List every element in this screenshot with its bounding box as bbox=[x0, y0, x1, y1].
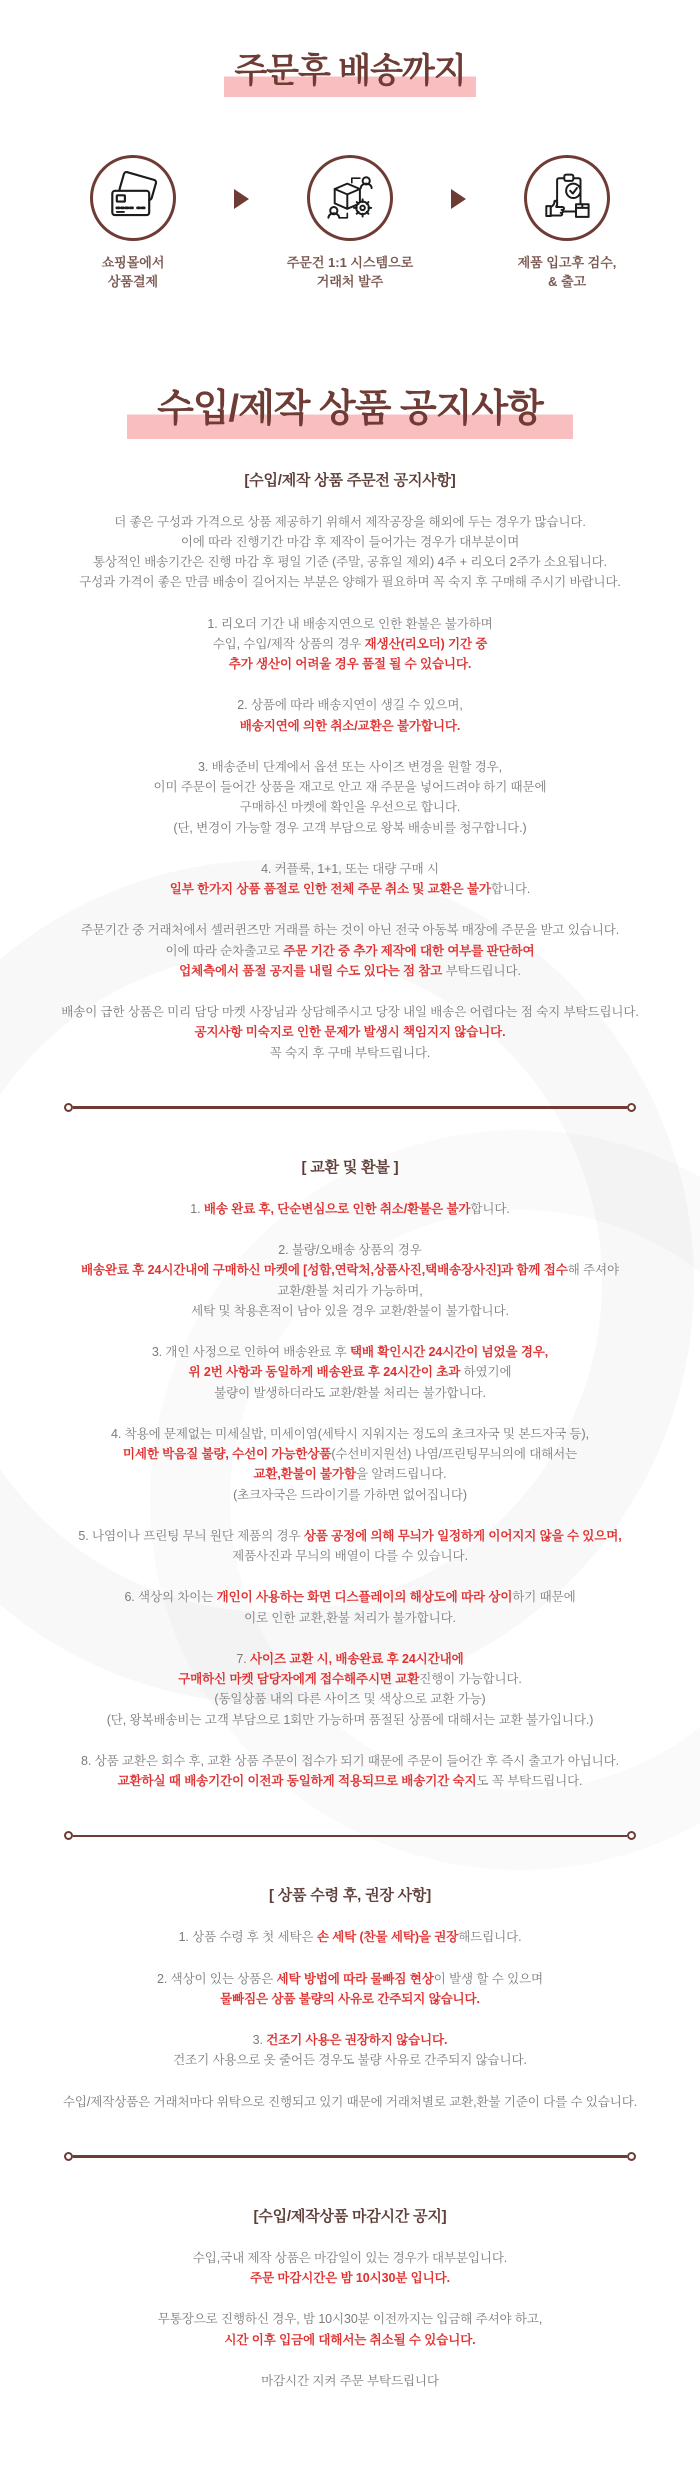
section-divider bbox=[64, 2152, 636, 2161]
notice-paragraph bbox=[30, 1649, 670, 1730]
body-text: 을 알려드립니다. bbox=[355, 1467, 447, 1482]
emphasis-text: 손 세탁 (찬물 세탁)을 권장 bbox=[316, 1930, 459, 1945]
emphasis-text: 택배 확인시간 24시간이 넘었을 경우, bbox=[349, 1345, 549, 1360]
body-text: 건조기 사용으로 옷 줄어든 경우도 불량 사유로 간주되지 않습니다. bbox=[173, 2053, 527, 2068]
emphasis-text: 주문 마감시간은 밤 10시30분 입니다. bbox=[250, 2271, 450, 2286]
step-label bbox=[287, 253, 413, 292]
order-flow-steps bbox=[30, 155, 670, 292]
step-inspection-shipping bbox=[492, 155, 642, 292]
body-text: 3. 배송준비 단계에서 옵션 또는 사이즈 변경을 원할 경우, bbox=[197, 759, 503, 774]
section-header: [수입/제작상품 마감시간 공지] bbox=[253, 2207, 447, 2225]
notice-paragraph bbox=[30, 1424, 670, 1505]
body-text: (단, 변경이 가능할 경우 고객 부담으로 왕복 배송비를 청구합니다.) bbox=[173, 820, 527, 835]
notice-paragraph bbox=[30, 512, 670, 593]
divider-end-dot bbox=[627, 2152, 636, 2161]
notice-paragraph bbox=[30, 2030, 670, 2071]
notice-section bbox=[30, 2205, 670, 2391]
order-system-icon bbox=[323, 171, 377, 225]
body-text: 제품사진과 무늬의 배열이 다를 수 있습니다. bbox=[232, 1549, 468, 1564]
notice-title-text: 수입/제작 상품 공지사항 bbox=[127, 390, 573, 439]
emphasis-text: 배송 완료 후, 단순변심으로 인한 취소/환불은 불가 bbox=[203, 1201, 471, 1216]
divider-end-dot bbox=[64, 2152, 73, 2161]
body-text: 주문기간 중 거래처에서 셀러퀸즈만 거래를 하는 것이 아닌 전국 아동복 매장에 주문을 받고 있습니다. bbox=[80, 923, 620, 938]
divider-line bbox=[73, 1835, 627, 1838]
body-text: 도 꼭 부탁드립니다. bbox=[476, 1774, 583, 1789]
body-text: 교환/환불 처리가 가능하며, bbox=[277, 1283, 423, 1298]
body-text: 2. 색상이 있는 상품은 bbox=[156, 1971, 277, 1986]
body-text: 진행이 가능합니다. bbox=[419, 1672, 522, 1687]
body-text: 2. 상품에 따라 배송지연이 생길 수 있으며, bbox=[237, 698, 463, 713]
body-text: (동일상품 내의 다른 사이즈 및 색상으로 교환 가능) bbox=[214, 1692, 486, 1707]
notice-paragraph bbox=[30, 614, 670, 675]
emphasis-text: 물빠짐은 상품 불량의 사유로 간주되지 않습니다. bbox=[220, 1991, 480, 2006]
emphasis-text: 업체측에서 품절 공지를 내릴 수도 있다는 점 참고 bbox=[179, 963, 443, 978]
emphasis-text: 개인이 사용하는 화면 디스플레이의 해상도에 따라 상이 bbox=[216, 1590, 513, 1605]
body-text: 7. bbox=[236, 1651, 251, 1666]
body-text: 8. 상품 교환은 회수 후, 교환 상품 주문이 접수가 되기 때문에 주문이 들어간 후 즉시 출고가 아닙니다. bbox=[81, 1753, 619, 1768]
step-label-line: 쇼핑몰에서 bbox=[101, 254, 165, 270]
emphasis-text: 공지사항 미숙지로 인한 문제가 발생시 책임지지 않습니다. bbox=[194, 1025, 506, 1040]
step-circle bbox=[307, 155, 393, 241]
divider-end-dot bbox=[627, 1831, 636, 1840]
body-text: 꼭 숙지 후 구매 부탁드립니다. bbox=[269, 1045, 431, 1060]
notice-paragraph bbox=[30, 1751, 670, 1792]
section-divider bbox=[64, 1831, 636, 1840]
section-header: [ 교환 및 환불 ] bbox=[301, 1158, 399, 1176]
notice-paragraph bbox=[30, 1587, 670, 1628]
notice-section bbox=[30, 469, 670, 1063]
step-order-system bbox=[275, 155, 425, 292]
notice-section bbox=[30, 1884, 670, 2112]
body-text: 이 발생 할 수 있으며 bbox=[433, 1971, 544, 1986]
body-text: 마감시간 지켜 주문 부탁드립니다 bbox=[261, 2373, 439, 2388]
body-text: 구매하신 마켓에 확인을 우선으로 합니다. bbox=[239, 800, 461, 815]
body-text: 하였기에 bbox=[460, 1365, 512, 1380]
body-text: 3. bbox=[252, 2033, 267, 2048]
notice-paragraph bbox=[30, 1240, 670, 1321]
notice-body bbox=[30, 469, 670, 2392]
body-text: 더 좋은 구성과 가격으로 상품 제공하기 위해서 제작공장을 해외에 두는 경우가 많습니다. bbox=[114, 514, 586, 529]
notice-paragraph bbox=[30, 757, 670, 838]
body-text: (단, 왕복배송비는 고객 부담으로 1회만 가능하며 품절된 상품에 대해서는 교환 불가입니다.) bbox=[106, 1712, 594, 1727]
body-text: 이에 따라 진행기간 마감 후 제작이 들어가는 경우가 대부분이며 bbox=[180, 534, 520, 549]
notice-paragraph bbox=[30, 695, 670, 736]
emphasis-text: 주문 기간 중 추가 제작에 대한 여부를 판단하여 bbox=[283, 943, 535, 958]
divider-line bbox=[73, 1106, 627, 1109]
section-header: [ 상품 수령 후, 권장 사항] bbox=[268, 1887, 431, 1905]
emphasis-text: 추가 생산이 어려울 경우 품절 될 수 있습니다. bbox=[228, 657, 472, 672]
body-text: 배송이 급한 상품은 미리 담당 마켓 사장님과 상담해주시고 당장 내일 배송은 어렵다는 점 숙지 부탁드립니다. bbox=[61, 1005, 639, 1020]
credit-card-icon bbox=[106, 171, 160, 225]
body-text: (초크자국은 드라이기를 가하면 없어집니다) bbox=[233, 1487, 467, 1502]
emphasis-text: 상품 공정에 의해 무늬가 일정하게 이어지지 않을 수 있으며, bbox=[303, 1528, 622, 1543]
body-text: 불량이 발생하더라도 교환/환불 처리는 불가합니다. bbox=[214, 1385, 486, 1400]
arrow-right-icon bbox=[451, 189, 466, 209]
notice-paragraph bbox=[30, 1526, 670, 1567]
body-text: 이로 인한 교환,환불 처리가 불가합니다. bbox=[244, 1610, 456, 1625]
step-label-line: 제품 입고후 검수, bbox=[517, 254, 617, 270]
body-text: 4. 커플룩, 1+1, 또는 대량 구매 시 bbox=[261, 861, 439, 876]
divider-line bbox=[73, 2155, 627, 2158]
body-text: 3. 개인 사정으로 인하여 배송완료 후 bbox=[151, 1345, 350, 1360]
notice-section bbox=[30, 1156, 670, 1792]
notice-paragraph bbox=[30, 2371, 670, 2391]
body-text: 1. bbox=[190, 1201, 204, 1216]
emphasis-text: 배송완료 후 24시간내에 구매하신 마켓에 [성함,연락처,상품사진,택배송장사진]과 함께 접수 bbox=[81, 1263, 568, 1278]
body-text: 해 주셔야 bbox=[567, 1263, 619, 1278]
emphasis-text: 구매하신 마켓 담당자에게 접수해주시면 교환 bbox=[178, 1672, 420, 1687]
emphasis-text: 일부 한가지 상품 품절로 인한 전체 주문 취소 및 교환은 불가 bbox=[169, 882, 491, 897]
notice-paragraph bbox=[30, 1199, 670, 1219]
body-text: 통상적인 배송기간은 진행 마감 후 평일 기준 (주말, 공휴일 제외) 4주 + 리오더 2주가 소요됩니다. bbox=[92, 555, 608, 570]
step-label-line: & 출고 bbox=[547, 274, 587, 290]
arrow-right-icon bbox=[234, 189, 249, 209]
notice-paragraph bbox=[30, 859, 670, 900]
body-text: 합니다. bbox=[470, 1201, 510, 1216]
body-text: 수입/제작상품은 거래처마다 위탁으로 진행되고 있기 때문에 거래처별로 교환,환불 기준이 다를 수 있습니다. bbox=[62, 2094, 638, 2109]
body-text: 구성과 가격이 좋은 만큼 배송이 길어지는 부분은 양해가 필요하며 꼭 숙지 후 구매해 주시기 바랍니다. bbox=[79, 575, 621, 590]
notice-paragraph bbox=[30, 1342, 670, 1403]
emphasis-text: 세탁 방법에 따라 물빠짐 현상 bbox=[276, 1971, 434, 1986]
body-text: 5. 나염이나 프린팅 무늬 원단 제품의 경우 bbox=[78, 1528, 304, 1543]
emphasis-text: 교환,환불이 불가함 bbox=[253, 1467, 356, 1482]
body-text: 무통장으로 진행하신 경우, 밤 10시30분 이전까지는 입금해 주셔야 하고, bbox=[157, 2312, 543, 2327]
body-text: 4. 착용에 문제없는 미세실밥, 미세이염(세탁시 지워지는 정도의 초크자국 및 본드자국 등), bbox=[111, 1426, 589, 1441]
body-text: 부탁드립니다. bbox=[442, 963, 521, 978]
emphasis-text: 미세한 박음질 불량, 수선이 가능한상품 bbox=[122, 1447, 332, 1462]
emphasis-text: 배송지연에 의한 취소/교환은 불가합니다. bbox=[239, 718, 461, 733]
inspection-shipping-icon bbox=[540, 171, 594, 225]
emphasis-text: 교환하실 때 배송기간이 이전과 동일하게 적용되므로 배송기간 숙지 bbox=[117, 1774, 477, 1789]
emphasis-text: 위 2번 사항과 동일하게 배송완료 후 24시간이 초과 bbox=[188, 1365, 461, 1380]
step-circle bbox=[524, 155, 610, 241]
body-text: 세탁 및 착용흔적이 남아 있을 경우 교환/환불이 불가합니다. bbox=[191, 1303, 509, 1318]
flow-title-text: 주문후 배송까지 bbox=[224, 54, 475, 97]
divider-end-dot bbox=[64, 1103, 73, 1112]
body-text: 하기 때문에 bbox=[512, 1590, 576, 1605]
step-circle bbox=[90, 155, 176, 241]
step-payment bbox=[58, 155, 208, 292]
notice-paragraph bbox=[30, 1002, 670, 1063]
body-text: (수선비지원선) 나염/프린팅무늬의에 대해서는 bbox=[331, 1447, 578, 1462]
body-text: 1. 상품 수령 후 첫 세탁은 bbox=[178, 1930, 317, 1945]
body-text: 해드립니다. bbox=[458, 1930, 522, 1945]
notice-paragraph bbox=[30, 2248, 670, 2289]
body-text: 이미 주문이 들어간 상품을 재고로 안고 재 주문을 넣어드려야 하기 때문에 bbox=[153, 780, 547, 795]
notice-paragraph bbox=[30, 1969, 670, 2010]
notice-paragraph bbox=[30, 920, 670, 981]
emphasis-text: 시간 이후 입금에 대해서는 취소될 수 있습니다. bbox=[224, 2332, 476, 2347]
body-text: 6. 색상의 차이는 bbox=[124, 1590, 217, 1605]
body-text: 1. 리오더 기간 내 배송지연으로 인한 환불은 불가하며 bbox=[207, 616, 493, 631]
step-label-line: 주문건 1:1 시스템으로 bbox=[286, 254, 414, 270]
body-text: 수입,국내 제작 상품은 마감일이 있는 경우가 대부분입니다. bbox=[192, 2250, 508, 2265]
notice-paragraph bbox=[30, 2092, 670, 2112]
step-label bbox=[102, 253, 165, 292]
body-text: 2. 불량/오배송 상품의 경우 bbox=[278, 1243, 422, 1258]
flow-title bbox=[30, 52, 670, 97]
body-text: 이에 따라 순차출고로 bbox=[165, 943, 284, 958]
step-label-line: 거래처 발주 bbox=[316, 274, 384, 290]
emphasis-text: 건조기 사용은 권장하지 않습니다. bbox=[266, 2033, 448, 2048]
divider-end-dot bbox=[64, 1831, 73, 1840]
body-text: 수입, 수입/제작 상품의 경우 bbox=[212, 636, 365, 651]
section-header: [수입/제작 상품 주문전 공지사항] bbox=[244, 471, 456, 489]
notice-title bbox=[30, 388, 670, 439]
emphasis-text: 사이즈 교환 시, 배송완료 후 24시간내에 bbox=[250, 1651, 464, 1666]
step-label-line: 상품결제 bbox=[107, 274, 159, 290]
body-text: 합니다. bbox=[490, 882, 531, 897]
notice-paragraph bbox=[30, 2309, 670, 2350]
step-label bbox=[518, 253, 617, 292]
notice-paragraph bbox=[30, 1927, 670, 1947]
emphasis-text: 재생산(리오더) 기간 중 bbox=[364, 636, 488, 651]
divider-end-dot bbox=[627, 1103, 636, 1112]
section-divider bbox=[64, 1103, 636, 1112]
